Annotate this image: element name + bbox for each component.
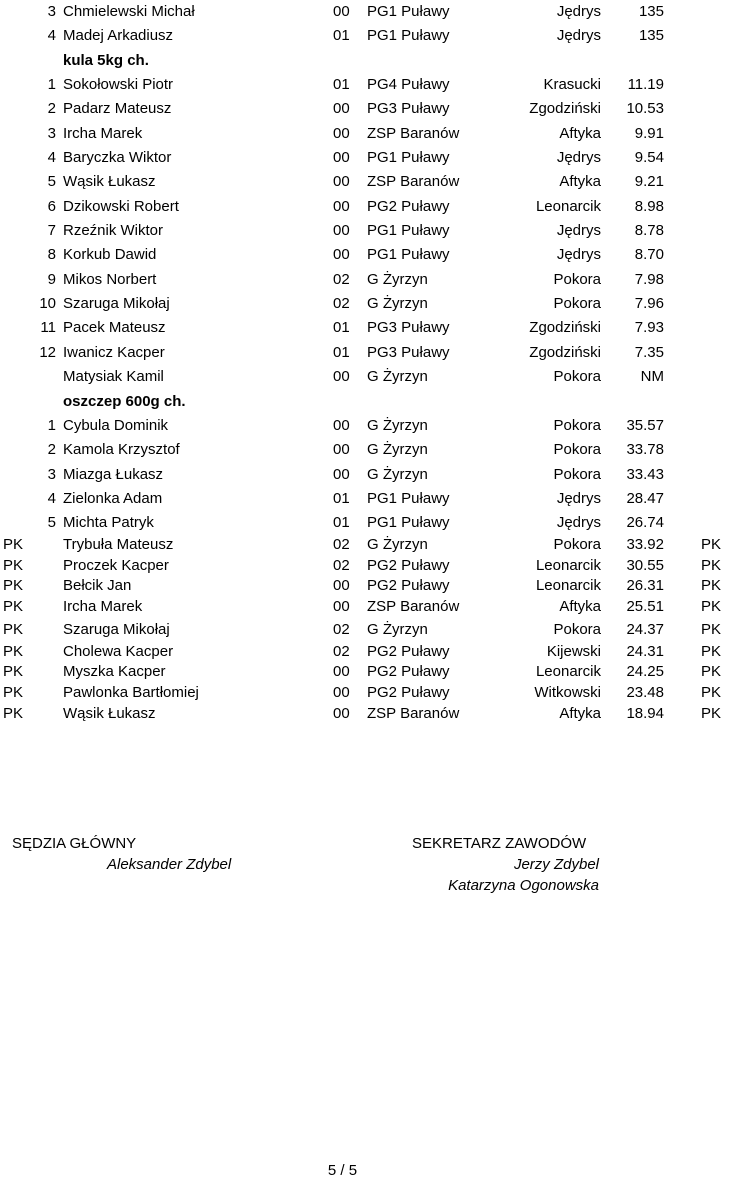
table-row: [0, 196, 750, 218]
coach-name: Zgodziński: [529, 100, 601, 117]
birth-year: 01: [333, 344, 350, 361]
pk-right-marker: PK: [701, 536, 722, 553]
athlete-name: Pawlonka Bartłomiej: [63, 684, 199, 701]
club-name: G Żyrzyn: [367, 621, 428, 638]
secretary-name-2: Katarzyna Ogonowska: [448, 877, 599, 894]
place-cell: 5: [47, 514, 56, 531]
birth-year: 01: [333, 27, 350, 44]
result-value: 9.21: [634, 173, 664, 190]
athlete-name: Padarz Mateusz: [63, 100, 172, 117]
result-value: 26.74: [626, 514, 664, 531]
result-value: 33.92: [626, 536, 664, 553]
coach-name: Leonarcik: [535, 557, 601, 574]
place-cell: 8: [47, 246, 56, 263]
birth-year: 00: [333, 441, 350, 458]
page-number: 5 / 5: [327, 1162, 358, 1179]
coach-name: Zgodziński: [529, 344, 601, 361]
pk-right-marker: PK: [701, 684, 722, 701]
place-cell: 3: [47, 466, 56, 483]
coach-name: Pokora: [553, 271, 601, 288]
result-value: 7.98: [634, 271, 664, 288]
result-value: 18.94: [626, 705, 664, 722]
athlete-name: Cybula Dominik: [63, 417, 169, 434]
pk-right-marker: PK: [701, 663, 722, 680]
coach-name: Leonarcik: [535, 577, 601, 594]
club-name: PG1 Puławy: [367, 3, 450, 20]
secretary-title: SEKRETARZ ZAWODÓW: [412, 835, 587, 852]
table-row: [0, 534, 750, 556]
coach-name: Pokora: [553, 368, 601, 385]
coach-name: Krasucki: [543, 76, 601, 93]
event-heading: kula 5kg ch.: [63, 52, 149, 69]
result-value: 11.19: [627, 76, 664, 93]
birth-year: 01: [333, 76, 350, 93]
club-name: G Żyrzyn: [367, 417, 428, 434]
athlete-name: Myszka Kacper: [63, 663, 166, 680]
table-row: [0, 596, 750, 618]
coach-name: Pokora: [553, 417, 601, 434]
result-value: 7.96: [634, 295, 664, 312]
table-row: [0, 98, 750, 120]
result-value: 25.51: [626, 598, 664, 615]
athlete-name: Miazga Łukasz: [63, 466, 164, 483]
table-row: [0, 641, 750, 663]
pk-left-marker: PK: [3, 705, 24, 722]
athlete-name: Mikos Norbert: [63, 271, 157, 288]
place-cell: 2: [47, 441, 56, 458]
result-value: 135: [638, 27, 664, 44]
birth-year: 02: [333, 557, 350, 574]
coach-name: Pokora: [553, 536, 601, 553]
result-value: 28.47: [626, 490, 664, 507]
coach-name: Jędrys: [556, 3, 601, 20]
coach-name: Jędrys: [556, 27, 601, 44]
place-cell: 9: [47, 271, 56, 288]
result-value: 7.35: [634, 344, 664, 361]
athlete-name: Cholewa Kacper: [63, 643, 174, 660]
club-name: PG2 Puławy: [367, 643, 450, 660]
birth-year: 00: [333, 663, 350, 680]
coach-name: Zgodziński: [529, 319, 601, 336]
athlete-name: Chmielewski Michał: [63, 3, 195, 20]
result-value: 26.31: [626, 577, 664, 594]
athlete-name: Iwanicz Kacper: [63, 344, 165, 361]
athlete-name: Baryczka Wiktor: [63, 149, 172, 166]
club-name: PG3 Puławy: [367, 100, 450, 117]
chief-judge-name: Aleksander Zdybel: [107, 856, 232, 873]
birth-year: 02: [333, 643, 350, 660]
athlete-name: Wąsik Łukasz: [63, 173, 156, 190]
athlete-name: Ircha Marek: [63, 598, 143, 615]
birth-year: 02: [333, 295, 350, 312]
club-name: G Żyrzyn: [367, 271, 428, 288]
table-row: [0, 512, 750, 534]
club-name: ZSP Baranów: [367, 598, 460, 615]
birth-year: 02: [333, 271, 350, 288]
place-cell: 3: [47, 3, 56, 20]
pk-left-marker: PK: [3, 643, 24, 660]
club-name: PG2 Puławy: [367, 198, 450, 215]
result-value: 135: [638, 3, 664, 20]
athlete-name: Rzeźnik Wiktor: [63, 222, 164, 239]
club-name: PG1 Puławy: [367, 149, 450, 166]
coach-name: Aftyka: [559, 705, 601, 722]
club-name: PG1 Puławy: [367, 27, 450, 44]
athlete-name: Pacek Mateusz: [63, 319, 166, 336]
pk-right-marker: PK: [701, 621, 722, 638]
pk-left-marker: PK: [3, 598, 24, 615]
coach-name: Pokora: [553, 441, 601, 458]
table-row: [0, 366, 750, 388]
club-name: PG1 Puławy: [367, 222, 450, 239]
club-name: G Żyrzyn: [367, 536, 428, 553]
place-cell: 1: [47, 417, 56, 434]
table-row: [0, 1, 750, 23]
result-value: 10.53: [626, 100, 664, 117]
birth-year: 00: [333, 3, 350, 20]
athlete-name: Zielonka Adam: [63, 490, 163, 507]
athlete-name: Ircha Marek: [63, 125, 143, 142]
table-row: [0, 244, 750, 266]
table-row: [0, 171, 750, 193]
table-row: [0, 703, 750, 725]
birth-year: 00: [333, 125, 350, 142]
pk-right-marker: PK: [701, 577, 722, 594]
event-heading: oszczep 600g ch.: [63, 393, 186, 410]
coach-name: Pokora: [553, 295, 601, 312]
athlete-name: Sokołowski Piotr: [63, 76, 174, 93]
place-cell: 6: [47, 198, 56, 215]
athlete-name: Matysiak Kamil: [63, 368, 164, 385]
result-value: 24.25: [626, 663, 664, 680]
table-row: [0, 488, 750, 510]
result-value: 30.55: [626, 557, 664, 574]
table-row: [0, 555, 750, 577]
secretary-name-1: Jerzy Zdybel: [513, 856, 599, 873]
birth-year: 02: [333, 621, 350, 638]
result-value: 8.78: [634, 222, 664, 239]
pk-left-marker: PK: [3, 536, 24, 553]
place-cell: 1: [47, 76, 56, 93]
athlete-name: Madej Arkadiusz: [63, 27, 174, 44]
pk-right-marker: PK: [701, 557, 722, 574]
club-name: PG2 Puławy: [367, 684, 450, 701]
table-row: [0, 342, 750, 364]
place-cell: 4: [47, 27, 56, 44]
birth-year: 00: [333, 100, 350, 117]
club-name: PG2 Puławy: [367, 577, 450, 594]
result-value: 33.78: [626, 441, 664, 458]
athlete-name: Proczek Kacper: [63, 557, 169, 574]
birth-year: 00: [333, 577, 350, 594]
coach-name: Aftyka: [559, 598, 601, 615]
pk-left-marker: PK: [3, 621, 24, 638]
result-value: 35.57: [626, 417, 664, 434]
birth-year: 00: [333, 705, 350, 722]
event-heading-row: [0, 391, 750, 413]
pk-left-marker: PK: [3, 684, 24, 701]
athlete-name: Kamola Krzysztof: [63, 441, 180, 458]
club-name: ZSP Baranów: [367, 125, 460, 142]
result-value: 24.37: [626, 621, 664, 638]
club-name: PG1 Puławy: [367, 246, 450, 263]
pk-left-marker: PK: [3, 557, 24, 574]
birth-year: 00: [333, 173, 350, 190]
athlete-name: Korkub Dawid: [63, 246, 157, 263]
coach-name: Jędrys: [556, 246, 601, 263]
result-value: 8.98: [634, 198, 664, 215]
table-row: [0, 575, 750, 597]
table-row: [0, 682, 750, 704]
coach-name: Jędrys: [556, 149, 601, 166]
result-value: NM: [640, 368, 664, 385]
birth-year: 00: [333, 368, 350, 385]
coach-name: Aftyka: [559, 173, 601, 190]
birth-year: 00: [333, 598, 350, 615]
athlete-name: Bełcik Jan: [63, 577, 132, 594]
coach-name: Witkowski: [534, 684, 601, 701]
table-row: [0, 464, 750, 486]
table-row: [0, 25, 750, 47]
pk-right-marker: PK: [701, 705, 722, 722]
athlete-name: Szaruga Mikołaj: [63, 295, 170, 312]
birth-year: 01: [333, 490, 350, 507]
athlete-name: Wąsik Łukasz: [63, 705, 156, 722]
athlete-name: Michta Patryk: [63, 514, 154, 531]
club-name: PG2 Puławy: [367, 557, 450, 574]
place-cell: 11: [40, 319, 56, 336]
table-row: [0, 147, 750, 169]
place-cell: 10: [39, 295, 56, 312]
table-row: [0, 293, 750, 315]
result-value: 24.31: [626, 643, 664, 660]
result-value: 9.91: [634, 125, 664, 142]
coach-name: Jędrys: [556, 514, 601, 531]
club-name: PG3 Puławy: [367, 344, 450, 361]
table-row: [0, 661, 750, 683]
coach-name: Jędrys: [556, 490, 601, 507]
birth-year: 00: [333, 466, 350, 483]
club-name: G Żyrzyn: [367, 466, 428, 483]
club-name: G Żyrzyn: [367, 295, 428, 312]
athlete-name: Dzikowski Robert: [63, 198, 179, 215]
club-name: PG3 Puławy: [367, 319, 450, 336]
birth-year: 00: [333, 684, 350, 701]
birth-year: 01: [333, 319, 350, 336]
coach-name: Aftyka: [559, 125, 601, 142]
place-cell: 12: [39, 344, 56, 361]
place-cell: 4: [47, 490, 56, 507]
birth-year: 00: [333, 417, 350, 434]
table-row: [0, 619, 750, 641]
club-name: PG2 Puławy: [367, 663, 450, 680]
result-value: 23.48: [626, 684, 664, 701]
place-cell: 7: [47, 222, 56, 239]
table-row: [0, 74, 750, 96]
club-name: PG1 Puławy: [367, 490, 450, 507]
club-name: PG4 Puławy: [367, 76, 450, 93]
table-row: [0, 269, 750, 291]
event-heading-row: [0, 50, 750, 72]
coach-name: Pokora: [553, 466, 601, 483]
place-cell: 5: [47, 173, 56, 190]
result-value: 8.70: [634, 246, 664, 263]
birth-year: 00: [333, 149, 350, 166]
club-name: G Żyrzyn: [367, 368, 428, 385]
coach-name: Kijewski: [546, 643, 601, 660]
table-row: [0, 317, 750, 339]
place-cell: 3: [47, 125, 56, 142]
birth-year: 02: [333, 536, 350, 553]
pk-left-marker: PK: [3, 663, 24, 680]
birth-year: 01: [333, 514, 350, 531]
place-cell: 2: [47, 100, 56, 117]
table-row: [0, 439, 750, 461]
chief-judge-title: SĘDZIA GŁÓWNY: [12, 835, 137, 852]
table-row: [0, 123, 750, 145]
coach-name: Leonarcik: [535, 198, 601, 215]
place-cell: 4: [47, 149, 56, 166]
coach-name: Pokora: [553, 621, 601, 638]
coach-name: Jędrys: [556, 222, 601, 239]
pk-left-marker: PK: [3, 577, 24, 594]
club-name: ZSP Baranów: [367, 705, 460, 722]
birth-year: 00: [333, 222, 350, 239]
result-value: 33.43: [626, 466, 664, 483]
birth-year: 00: [333, 246, 350, 263]
athlete-name: Szaruga Mikołaj: [63, 621, 170, 638]
result-value: 9.54: [634, 149, 664, 166]
athlete-name: Trybuła Mateusz: [63, 536, 174, 553]
club-name: PG1 Puławy: [367, 514, 450, 531]
birth-year: 00: [333, 198, 350, 215]
pk-right-marker: PK: [701, 643, 722, 660]
result-value: 7.93: [634, 319, 664, 336]
coach-name: Leonarcik: [535, 663, 601, 680]
pk-right-marker: PK: [701, 598, 722, 615]
table-row: [0, 220, 750, 242]
club-name: G Żyrzyn: [367, 441, 428, 458]
table-row: [0, 415, 750, 437]
club-name: ZSP Baranów: [367, 173, 460, 190]
